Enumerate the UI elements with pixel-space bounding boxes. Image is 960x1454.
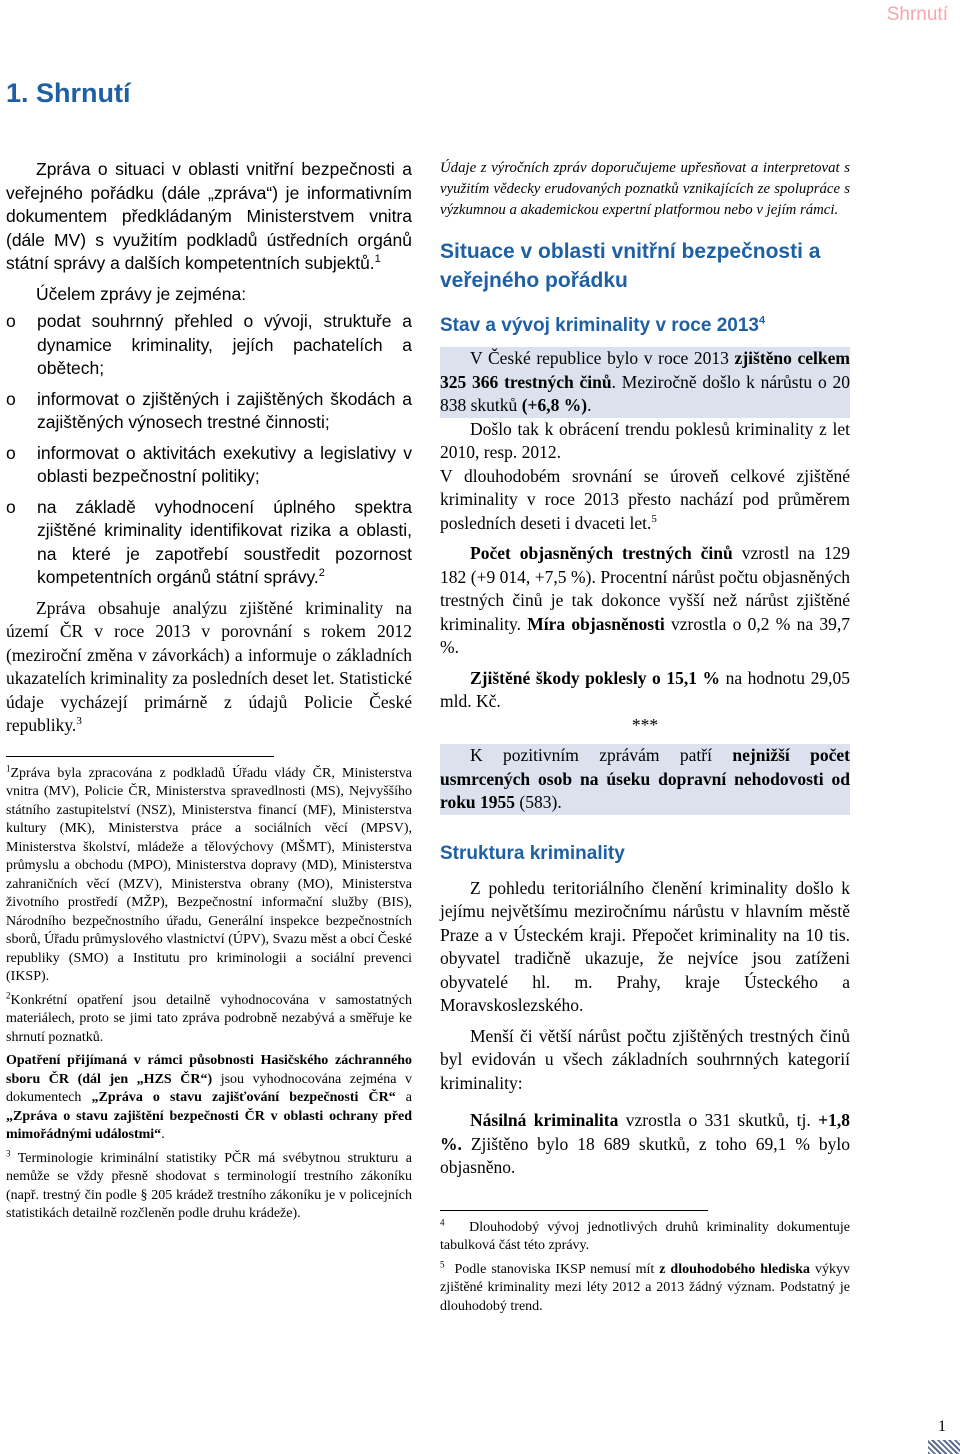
categories-paragraph: Menší či větší nárůst počtu zjištěných trestných činů byl evidován u všech základních souhrnných kategorií kriminality:: [440, 1025, 850, 1093]
footnote-1: $^1$Zpráva byla zpracována z podkladů Úřadu vlády ČR, Ministerstva vnitra (MV), Policie ČR, Ministerstva spravedlnosti (MS), Nejvyššího státního zastupitelství (NSZ), Ministerstva financí (MF), Ministerstva kultury (MK), Ministerstva práce a sociálních věcí (MPSV), Ministerstva školství, mládeže a tělovýchovy (MŠMT), Ministerstva průmyslu a obchodu (MPO), Ministerstva dopravy (MD), Ministerstva zahraničních věcí (MZV), Ministerstva obrany (MO), Ministerstva životního prostředí (MŽP), Bezpečnostní informační služby (BIS), Národního bezpečnostního úřadu, Generální inspekce bezpečnostních sborů, Úřadu průmyslového vlastnictví (ÚPV), Svazu měst a obcí České republiky (SMO) a Institutu pro kriminologii a sociální prevenci (IKSP).: [6, 762, 412, 984]
footnote-ref-4: 4: [758, 314, 766, 327]
page-corner-decoration: [928, 1440, 960, 1454]
damages-paragraph: Zjištěné škody poklesly o 15,1 % na hodnotu 29,05 mld. Kč.: [440, 667, 850, 711]
section-title-structure: Struktura kriminality: [440, 842, 625, 864]
analysis-paragraph: Zpráva obsahuje analýzu zjištěné kriminality na území ČR v roce 2013 v porovnání s rokem 2012 (meziroční změna v závorkách) a informuje o základních ukazatelích kriminality za posledních deset let. Statistické údaje vycházejí primárně z údajů Policie České republiky.$^3$: [6, 597, 412, 735]
list-item: o informovat o zjištěných i zajištěných škodách a zajištěných výnosech trestné činnosti;: [6, 388, 412, 432]
purpose-heading: Účelem zprávy je zejména:: [36, 283, 247, 304]
footnote-divider: [440, 1210, 708, 1211]
footnote-5: $^5$ Podle stanoviska IKSP nemusí mít z dlouhodobého hlediska výkyv zjištěné kriminality mezi léty 2012 a 2013 žádný význam. Podstatný je dlouhodobý trend.: [440, 1258, 851, 1314]
subsection-title-crime-2013: Stav a vývoj kriminality v roce 2013$^4$: [440, 314, 766, 336]
footnote-ref-1: 1: [374, 253, 381, 266]
total-crime-paragraph: V České republice bylo v roce 2013 zjištěno celkem 325 366 trestných činů. Meziročně došlo k nárůstu o 20 838 skutků (+6,8 %).: [440, 347, 850, 418]
section-title-security: Situace v oblasti vnitřní bezpečnosti a veřejného pořádku: [440, 240, 821, 292]
page-number: 1: [938, 1418, 946, 1435]
territorial-paragraph: Z pohledu teritoriálního členění kriminality došlo k jejímu největšímu meziročnímu nárůstu v hlavním městě Praze a v Ústeckém kraji. Přepočet kriminality na 10 tis. obyvatel tradičně ukazuje, že nejvíce jsou zatíženi obyvatelé hl. m. Prahy, kraje Ústeckého a Moravskoslezského.: [440, 877, 850, 1015]
bullet-icon: o: [6, 442, 16, 463]
violent-crime-paragraph: Násilná kriminalita vzrostla o 331 skutků, tj. +1,8 %. Zjištěno bylo 18 689 skutků, z toho 69,1 % bylo objasněno.: [440, 1110, 851, 1177]
section-separator: ***: [631, 714, 659, 735]
trend-paragraph: Došlo tak k obrácení trendu poklesů kriminality z let 2010, resp. 2012.: [440, 418, 850, 462]
bullet-icon: o: [6, 496, 16, 517]
page-title: 1. Shrnutí: [6, 78, 131, 108]
long-term-paragraph: V dlouhodobém srovnání se úroveň celkové zjištěné kriminality v roce 2013 přesto nachází pod průměrem posledních deseti i dvaceti let.$^5$: [440, 465, 850, 533]
running-header: Shrnutí: [886, 4, 948, 25]
footnote-2: $^2$Konkrétní opatření jsou detailně vyhodnocována v samostatných materiálech, proto se jimi tato zpráva podrobně nezabývá a směřuje ke shrnutí poznatků.: [6, 989, 412, 1045]
intro-paragraph: Zpráva o situaci v oblasti vnitřní bezpečnosti a veřejného pořádku (dále „zpráva“) je informativním dokumentem předkládaným Ministerstvem vnitra (dále MV) s využitím podkladů ústředních orgánů státní správy a dalších kompetentních subjektů.$^1$: [6, 159, 412, 273]
footnote-ref-3: 3: [76, 715, 82, 728]
list-item: o na základě vyhodnocení úplného spektra zjištěné kriminality identifikovat rizika a oblasti, na které je zapotřebí soustředit pozornost kompetentních orgánů státní správy.$^2$: [6, 496, 412, 587]
purpose-list: [6, 310, 412, 590]
footnote-divider: [6, 756, 274, 757]
list-item: o informovat o aktivitách exekutivy a legislativy v oblasti bezpečnostní politiky;: [6, 442, 412, 486]
footnote-2-continuation: Opatření přijímaná v rámci působnosti Hasičského záchranného sboru ČR (dál jen „HZS ČR“) jsou vyhodnocována zejména v dokumentech „Zpráva o stavu zajišťování bezpečnosti ČR“ a „Zpráva o stavu zajištění bezpečnosti ČR v oblasti ochrany před mimořádnými událostmi“.: [6, 1053, 413, 1142]
footnote-4: $^4$ Dlouhodobý vývoj jednotlivých druhů kriminality dokumentuje tabulková část této zprávy.: [440, 1216, 850, 1253]
footnote-3: $^3$ Terminologie kriminální statistiky PČR má svébytnou strukturu a nemůže se vždy přesně shodovat s terminologií trestního zákoníku (např. trestný čin podle § 205 krádež trestního zákoníku je v policejních statistikách detailně rozčleněn podle druhu krádeže).: [6, 1147, 412, 1221]
list-item: o podat souhrnný přehled o vývoji, struktuře a dynamice kriminality, jejích pachatelích a obětech;: [6, 311, 412, 378]
solved-crimes-paragraph: Počet objasněných trestných činů vzrostl na 129 182 (+9 014, +7,5 %). Procentní nárůst počtu objasněných trestných činů je tak dokonce vyšší než nárůst zjištěné kriminality. Míra objasněnosti vzrostla o 0,2 % na 39,7 %.: [440, 543, 850, 657]
footnote-ref-5: 5: [651, 512, 657, 525]
road-fatalities-paragraph: K pozitivním zprávám patří nejnižší počet usmrcených osob na úseku dopravní nehodovosti od roku 1955 (583).: [440, 744, 850, 815]
left-column: [6, 158, 412, 1229]
right-column: [440, 158, 850, 1321]
bullet-icon: o: [6, 311, 16, 331]
annual-report-note: Údaje z výročních zpráv doporučujeme upřesňovat a interpretovat s využitím vědecky erudovaných poznatků vznikajících ze spolupráce s výzkumnou a akademickou expertní platformou nebo v jejím rámci.: [440, 160, 850, 218]
footnote-ref-2: 2: [318, 567, 325, 580]
bullet-icon: o: [6, 388, 16, 409]
